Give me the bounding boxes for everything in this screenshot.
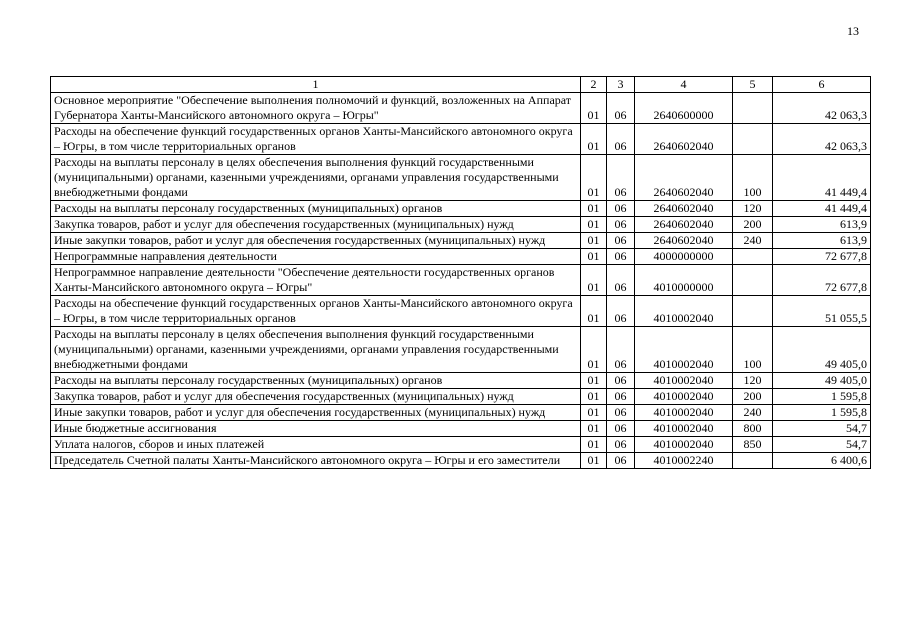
- table-row: [51, 389, 871, 405]
- target-article-cell: 4000000000: [635, 249, 733, 265]
- amount-cell: 54,7: [773, 437, 871, 453]
- expense-type-cell: [733, 265, 773, 296]
- expense-type-cell: 240: [733, 405, 773, 421]
- subsection-code-cell: 06: [607, 155, 635, 201]
- expense-name-cell: Уплата налогов, сборов и иных платежей: [51, 437, 581, 453]
- expense-name-cell: Непрограммное направление деятельности "Обеспечение деятельности государственных органов Ханты-Мансийского автономного округа – Югры": [51, 265, 581, 296]
- amount-cell: 613,9: [773, 217, 871, 233]
- subsection-code-cell: 06: [607, 389, 635, 405]
- budget-table: [50, 76, 871, 469]
- expense-type-cell: 120: [733, 373, 773, 389]
- section-code-cell: 01: [581, 296, 607, 327]
- target-article-cell: 2640602040: [635, 233, 733, 249]
- section-code-cell: 01: [581, 249, 607, 265]
- amount-cell: 51 055,5: [773, 296, 871, 327]
- target-article-cell: 2640602040: [635, 217, 733, 233]
- target-article-cell: 4010002040: [635, 389, 733, 405]
- section-code-cell: 01: [581, 389, 607, 405]
- section-code-cell: 01: [581, 437, 607, 453]
- expense-name-cell: Расходы на обеспечение функций государственных органов Ханты-Мансийского автономного округа – Югры, в том числе территориальных органов: [51, 296, 581, 327]
- column-header: 1: [51, 77, 581, 93]
- table-row: [51, 155, 871, 201]
- expense-type-cell: 200: [733, 217, 773, 233]
- subsection-code-cell: 06: [607, 373, 635, 389]
- subsection-code-cell: 06: [607, 93, 635, 124]
- section-code-cell: 01: [581, 405, 607, 421]
- table-row: [51, 405, 871, 421]
- subsection-code-cell: 06: [607, 265, 635, 296]
- section-code-cell: 01: [581, 265, 607, 296]
- expense-type-cell: 100: [733, 327, 773, 373]
- expense-name-cell: Закупка товаров, работ и услуг для обеспечения государственных (муниципальных) нужд: [51, 217, 581, 233]
- table-row: [51, 233, 871, 249]
- table-row: [51, 437, 871, 453]
- expense-type-cell: 100: [733, 155, 773, 201]
- expense-type-cell: [733, 296, 773, 327]
- table-row: [51, 201, 871, 217]
- target-article-cell: 4010002040: [635, 296, 733, 327]
- table-row: [51, 327, 871, 373]
- expense-name-cell: Иные закупки товаров, работ и услуг для обеспечения государственных (муниципальных) нужд: [51, 405, 581, 421]
- target-article-cell: 4010002040: [635, 421, 733, 437]
- expense-name-cell: Иные закупки товаров, работ и услуг для обеспечения государственных (муниципальных) нужд: [51, 233, 581, 249]
- table-row: [51, 373, 871, 389]
- subsection-code-cell: 06: [607, 421, 635, 437]
- section-code-cell: 01: [581, 421, 607, 437]
- column-header: 3: [607, 77, 635, 93]
- amount-cell: 1 595,8: [773, 389, 871, 405]
- table-row: [51, 453, 871, 469]
- subsection-code-cell: 06: [607, 437, 635, 453]
- section-code-cell: 01: [581, 233, 607, 249]
- expense-name-cell: Непрограммные направления деятельности: [51, 249, 581, 265]
- section-code-cell: 01: [581, 155, 607, 201]
- expense-name-cell: Расходы на выплаты персоналу в целях обеспечения выполнения функций государственными (муниципальными) органами, казенными учреждениями, органами управления государственными внебюджетными фондами: [51, 327, 581, 373]
- expense-type-cell: [733, 249, 773, 265]
- expense-type-cell: [733, 453, 773, 469]
- section-code-cell: 01: [581, 201, 607, 217]
- amount-cell: 72 677,8: [773, 265, 871, 296]
- page-number: 13: [847, 24, 859, 38]
- table-body: [51, 93, 871, 469]
- subsection-code-cell: 06: [607, 327, 635, 373]
- amount-cell: 72 677,8: [773, 249, 871, 265]
- expense-name-cell: Иные бюджетные ассигнования: [51, 421, 581, 437]
- amount-cell: 49 405,0: [773, 373, 871, 389]
- expense-type-cell: 240: [733, 233, 773, 249]
- section-code-cell: 01: [581, 93, 607, 124]
- table-row: [51, 296, 871, 327]
- expense-type-cell: 800: [733, 421, 773, 437]
- subsection-code-cell: 06: [607, 453, 635, 469]
- expense-name-cell: Расходы на выплаты персоналу в целях обеспечения выполнения функций государственными (муниципальными) органами, казенными учреждениями, органами управления государственными внебюджетными фондами: [51, 155, 581, 201]
- expense-type-cell: 120: [733, 201, 773, 217]
- expense-name-cell: Расходы на выплаты персоналу государственных (муниципальных) органов: [51, 201, 581, 217]
- table-row: [51, 217, 871, 233]
- subsection-code-cell: 06: [607, 201, 635, 217]
- amount-cell: 6 400,6: [773, 453, 871, 469]
- table-row: [51, 93, 871, 124]
- target-article-cell: 2640602040: [635, 155, 733, 201]
- section-code-cell: 01: [581, 373, 607, 389]
- table-row: [51, 249, 871, 265]
- section-code-cell: 01: [581, 453, 607, 469]
- table-row: [51, 265, 871, 296]
- expense-name-cell: Председатель Счетной палаты Ханты-Мансийского автономного округа – Югры и его заместители: [51, 453, 581, 469]
- amount-cell: 42 063,3: [773, 124, 871, 155]
- subsection-code-cell: 06: [607, 124, 635, 155]
- subsection-code-cell: 06: [607, 233, 635, 249]
- table-header-row: [51, 77, 871, 93]
- subsection-code-cell: 06: [607, 249, 635, 265]
- amount-cell: 1 595,8: [773, 405, 871, 421]
- table-row: [51, 124, 871, 155]
- expense-type-cell: 850: [733, 437, 773, 453]
- target-article-cell: 4010002040: [635, 373, 733, 389]
- target-article-cell: 4010002040: [635, 437, 733, 453]
- amount-cell: 613,9: [773, 233, 871, 249]
- expense-name-cell: Закупка товаров, работ и услуг для обеспечения государственных (муниципальных) нужд: [51, 389, 581, 405]
- table-row: [51, 421, 871, 437]
- expense-type-cell: [733, 93, 773, 124]
- column-header: 5: [733, 77, 773, 93]
- expense-name-cell: Расходы на обеспечение функций государственных органов Ханты-Мансийского автономного округа – Югры, в том числе территориальных органов: [51, 124, 581, 155]
- section-code-cell: 01: [581, 124, 607, 155]
- amount-cell: 41 449,4: [773, 201, 871, 217]
- target-article-cell: 2640600000: [635, 93, 733, 124]
- subsection-code-cell: 06: [607, 405, 635, 421]
- expense-name-cell: Расходы на выплаты персоналу государственных (муниципальных) органов: [51, 373, 581, 389]
- amount-cell: 54,7: [773, 421, 871, 437]
- amount-cell: 42 063,3: [773, 93, 871, 124]
- section-code-cell: 01: [581, 217, 607, 233]
- column-header: 2: [581, 77, 607, 93]
- section-code-cell: 01: [581, 327, 607, 373]
- target-article-cell: 2640602040: [635, 124, 733, 155]
- column-header: 4: [635, 77, 733, 93]
- expense-name-cell: Основное мероприятие "Обеспечение выполнения полномочий и функций, возложенных на Аппарат Губернатора Ханты-Мансийского автономного округа – Югры": [51, 93, 581, 124]
- column-header: 6: [773, 77, 871, 93]
- target-article-cell: 4010002040: [635, 327, 733, 373]
- target-article-cell: 4010000000: [635, 265, 733, 296]
- target-article-cell: 4010002240: [635, 453, 733, 469]
- amount-cell: 49 405,0: [773, 327, 871, 373]
- expense-type-cell: [733, 124, 773, 155]
- expense-type-cell: 200: [733, 389, 773, 405]
- subsection-code-cell: 06: [607, 217, 635, 233]
- subsection-code-cell: 06: [607, 296, 635, 327]
- amount-cell: 41 449,4: [773, 155, 871, 201]
- target-article-cell: 2640602040: [635, 201, 733, 217]
- target-article-cell: 4010002040: [635, 405, 733, 421]
